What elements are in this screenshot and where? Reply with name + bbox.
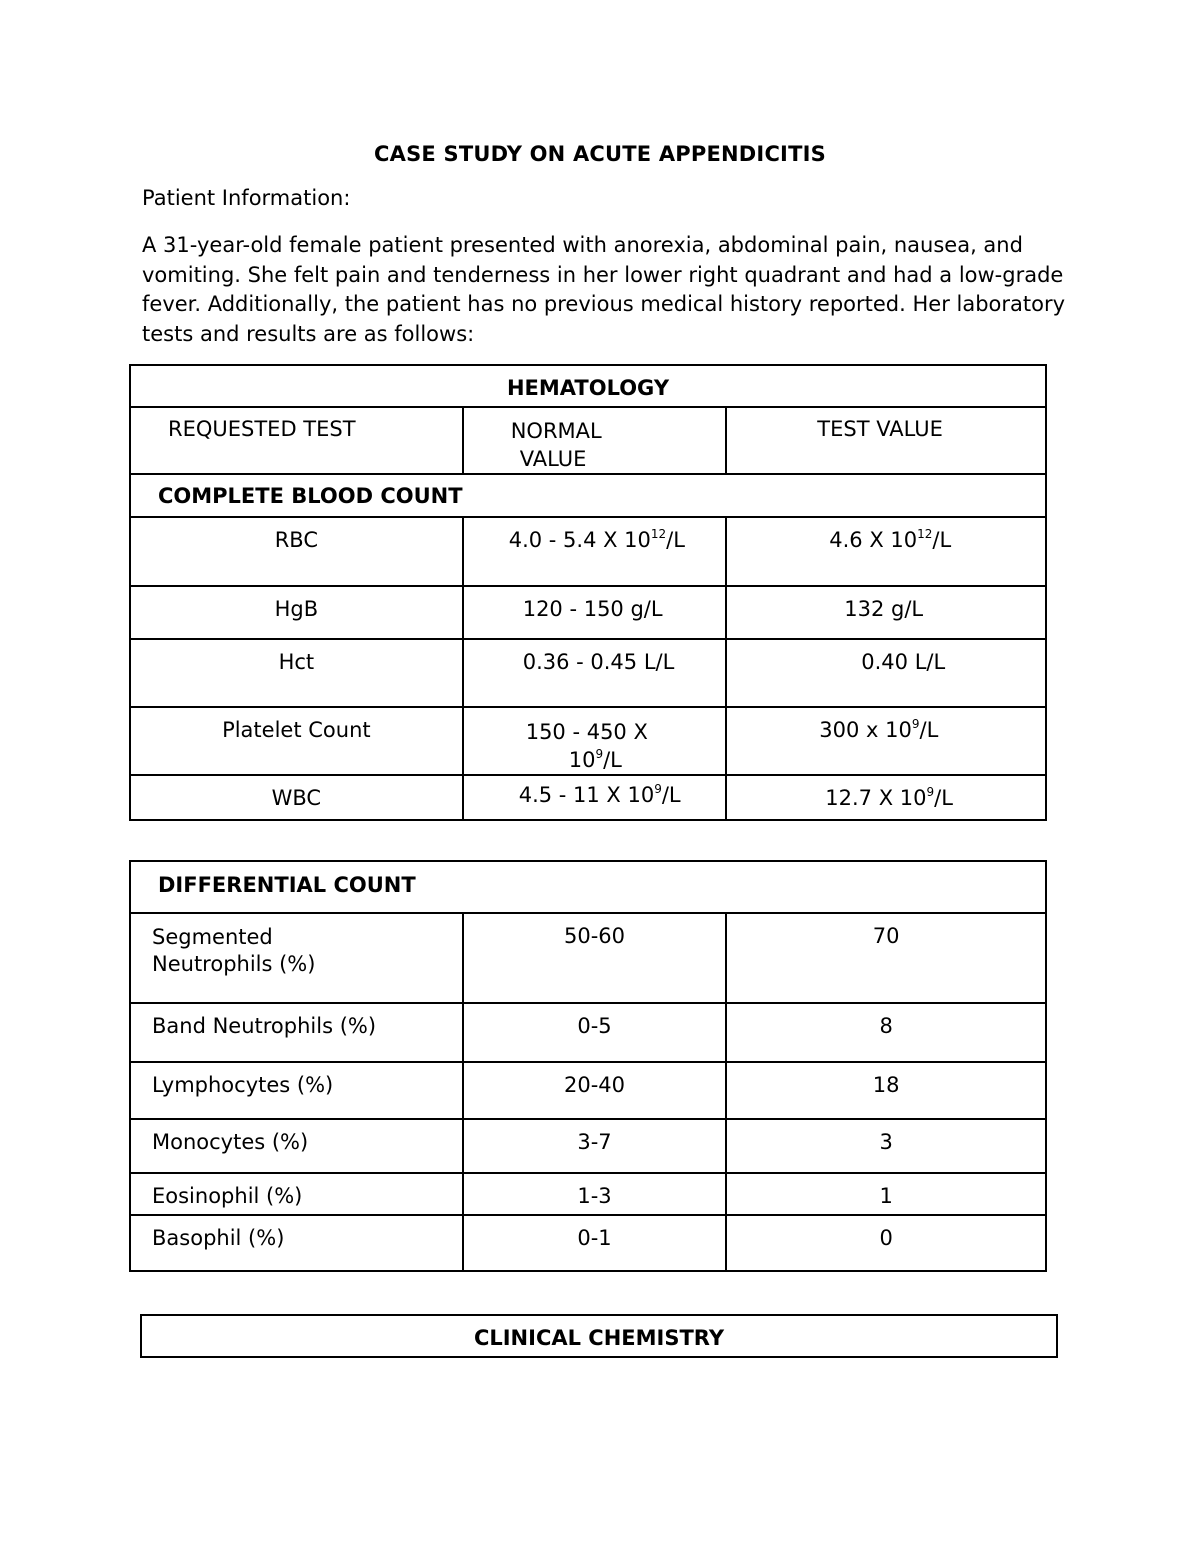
- document-title: CASE STUDY ON ACUTE APPENDICITIS: [374, 142, 826, 166]
- col-header-requested-test: REQUESTED TEST: [130, 407, 463, 474]
- test-name: WBC: [130, 775, 463, 820]
- test-name: RBC: [130, 517, 463, 586]
- test-name: Platelet Count: [130, 707, 463, 775]
- table-row: [130, 1215, 1046, 1271]
- test-name: Segmented Neutrophils (%): [130, 913, 463, 1003]
- normal-value: 0-5: [463, 1003, 727, 1062]
- test-value: 18: [726, 1062, 1046, 1119]
- test-name: Hct: [130, 639, 463, 707]
- hematology-table: [129, 364, 1047, 821]
- table-row: [130, 707, 1046, 775]
- table-row: [130, 775, 1046, 820]
- test-name: Lymphocytes (%): [130, 1062, 463, 1119]
- normal-value: 0.36 - 0.45 L/L: [463, 639, 727, 707]
- normal-value: 20-40: [463, 1062, 727, 1119]
- differential-title: DIFFERENTIAL COUNT: [130, 861, 1046, 913]
- normal-value: 1-3: [463, 1173, 727, 1215]
- table-row: [130, 913, 1046, 1003]
- test-value: 12.7 X $10^9/L$: [726, 775, 1046, 820]
- normal-value: 4.5 - 11 X $10^9/L$: [463, 775, 727, 820]
- normal-value: 3-7: [463, 1119, 727, 1173]
- col-header-test-value: TEST VALUE: [726, 407, 1046, 474]
- table-row: [130, 1062, 1046, 1119]
- normal-header-line1: NORMAL: [510, 419, 602, 443]
- test-value: 300 x $10^9/L$: [726, 707, 1046, 775]
- table-row: [130, 1003, 1046, 1062]
- test-value: 70: [726, 913, 1046, 1003]
- differential-count-table: [129, 860, 1047, 1272]
- hematology-title: HEMATOLOGY: [130, 365, 1046, 407]
- test-value: 1: [726, 1173, 1046, 1215]
- test-value: 3: [726, 1119, 1046, 1173]
- test-value: 4.6 X $10^{12}/L$: [726, 517, 1046, 586]
- table-row: [130, 517, 1046, 586]
- table-row: [130, 639, 1046, 707]
- table-row: [130, 1119, 1046, 1173]
- test-name: Basophil (%): [130, 1215, 463, 1271]
- test-value: 132 g/L: [726, 586, 1046, 639]
- test-name: Band Neutrophils (%): [130, 1003, 463, 1062]
- normal-header-line2: VALUE: [519, 447, 587, 471]
- test-name: Eosinophil (%): [130, 1173, 463, 1215]
- clinical-chemistry-title: CLINICAL CHEMISTRY: [141, 1315, 1057, 1357]
- test-name: HgB: [130, 586, 463, 639]
- normal-value: 4.0 - 5.4 X $10^{12}/L$: [463, 517, 727, 586]
- table-row: [130, 1173, 1046, 1215]
- normal-value: 150 - 450 X $10^9/L$: [463, 707, 727, 775]
- test-name: Monocytes (%): [130, 1119, 463, 1173]
- patient-info-label: Patient Information:: [142, 186, 351, 210]
- col-header-normal-value: [463, 407, 727, 474]
- normal-value: 120 - 150 g/L: [463, 586, 727, 639]
- clinical-chemistry-table: [140, 1314, 1058, 1358]
- table-row: [130, 586, 1046, 639]
- test-value: 0: [726, 1215, 1046, 1271]
- test-value: 8: [726, 1003, 1046, 1062]
- patient-description: A 31-year-old female patient presented with anorexia, abdominal pain, nausea, and vomiting. She felt pain and tenderness in her lower right quadrant and had a low-grade fever. Additionally, the patient has no previous medical history reported. Her laboratory tests and results are as follows:: [142, 233, 1066, 346]
- normal-value: 0-1: [463, 1215, 727, 1271]
- normal-value: 50-60: [463, 913, 727, 1003]
- test-value: 0.40 L/L: [726, 639, 1046, 707]
- cbc-section-title: COMPLETE BLOOD COUNT: [130, 474, 1046, 517]
